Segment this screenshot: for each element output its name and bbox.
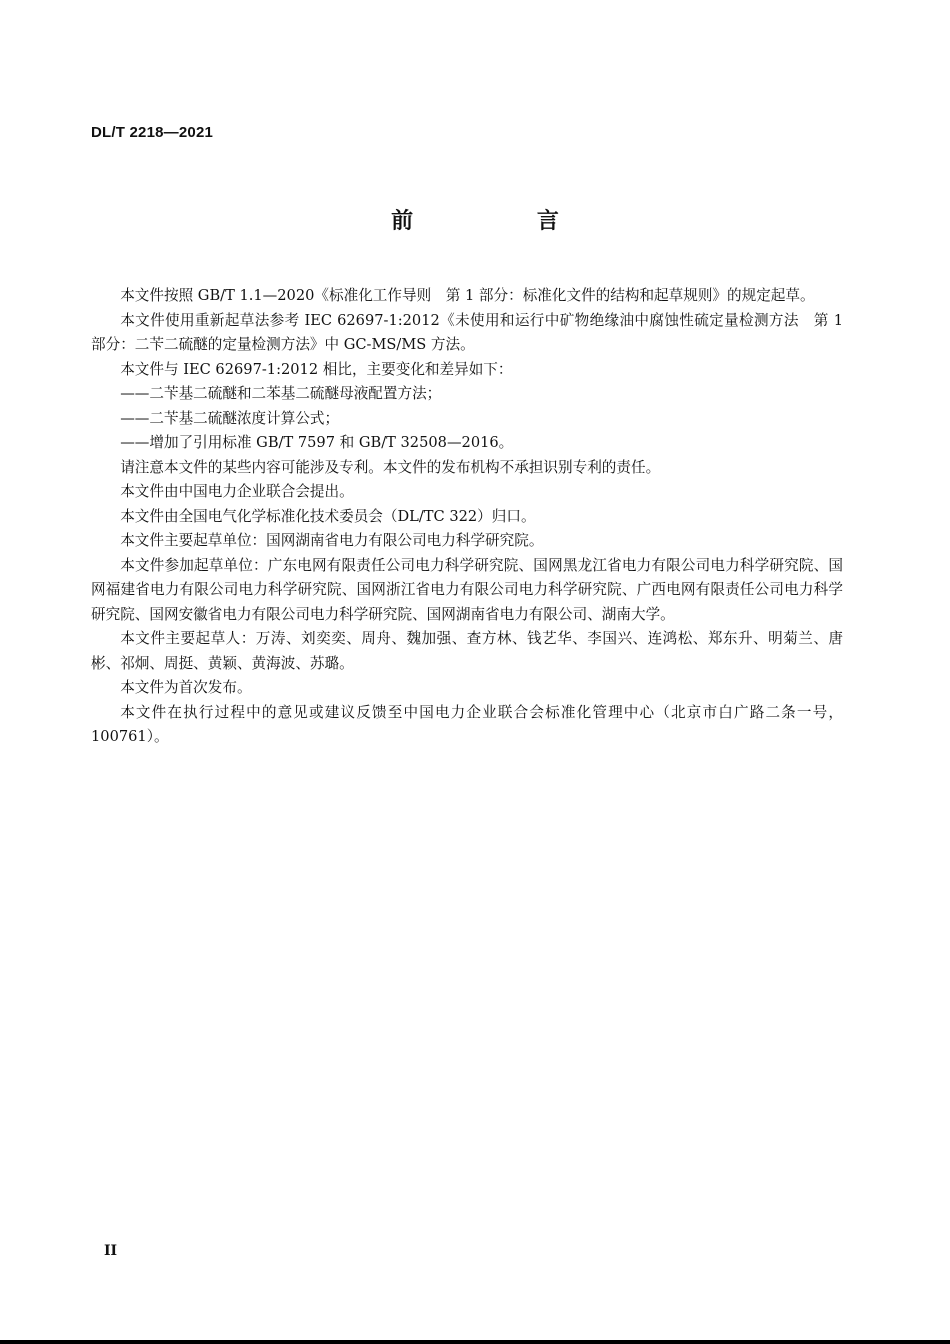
paragraph-patent-notice: 请注意本文件的某些内容可能涉及专利。本文件的发布机构不承担识别专利的责任。: [120, 458, 661, 476]
paragraph-first-release: 本文件为首次发布。: [120, 679, 252, 696]
paragraph-reference-standard: 本文件使用重新起草法参考 IEC 62697-1:2012《未使用和运行中矿物绝缘油中腐蚀性硫定量检测方法 第 1 部分：二苄二硫醚的定量检测方法》中 GC-MS/MS 方法。: [91, 311, 843, 353]
paragraph-changes-intro: 本文件与 IEC 62697-1:2012 相比，主要变化和差异如下：: [120, 360, 513, 378]
paragraph-participating-units: 本文件参加起草单位：广东电网有限责任公司电力科学研究院、国网黑龙江省电力有限公司电力科学研究院、国网福建省电力有限公司电力科学研究院、国网浙江省电力有限公司电力科学研究院、广西电网有限责任公司电力科学研究院、国网安徽省电力有限公司电力科学研究院、国网湖南省电力有限公司、湖南大学。: [91, 556, 843, 623]
bottom-border: [0, 1340, 950, 1344]
paragraph-main-drafting-unit: 本文件主要起草单位：国网湖南省电力有限公司电力科学研究院。: [120, 532, 544, 549]
list-item-change: ——二苄基二硫醚浓度计算公式；: [120, 409, 340, 427]
page-title: 前 言: [391, 209, 617, 234]
paragraph-main-drafters: 本文件主要起草人：万涛、刘奕奕、周舟、魏加强、查方林、钱艺华、李国兴、连鸿松、郑东升、明菊兰、唐彬、祁炯、周挺、黄颖、黄海波、苏璐。: [91, 630, 843, 672]
paragraph-administered-by: 本文件由全国电气化学标准化技术委员会（DL/TC 322）归口。: [120, 507, 536, 525]
list-item-change: ——增加了引用标准 GB/T 7597 和 GB/T 32508—2016。: [120, 434, 514, 451]
list-item-change: ——二苄基二硫醚和二苯基二硫醚母液配置方法；: [120, 385, 442, 402]
paragraph-feedback: 本文件在执行过程中的意见或建议反馈至中国电力企业联合会标准化管理中心（北京市白广路二条一号，100761）。: [91, 703, 843, 745]
document-code: DL/T 2218—2021: [91, 124, 214, 141]
paragraph-proposed-by: 本文件由中国电力企业联合会提出。: [120, 483, 354, 500]
page-number: II: [104, 1243, 118, 1259]
foreword-body: [91, 284, 843, 750]
paragraph-drafting-rules: 本文件按照 GB/T 1.1—2020《标准化工作导则 第 1 部分：标准化文件的结构和起草规则》的规定起草。: [120, 287, 815, 304]
